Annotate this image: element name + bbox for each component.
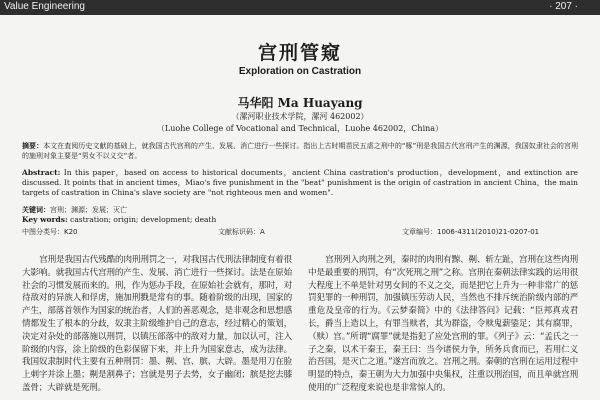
article-title-cn: 宫刑管窥 xyxy=(257,42,342,64)
body-column-right: 宫刑列入肉刑之列，秦时的肉刑有黥、劓、斩左趾，宫刑在这些肉刑中是最重要的刑罚，有“次死刑之刑”之称。宫刑在秦朝法律实践的运用很大程度上不单是针对男女间的不义之交，而是把它上升为一种非常广的惩罚犯罪的一种刑罚，加强镇压劳动人民，当然也不排斥统治阶级内部的严重危及皇帝的行为。《云梦秦简》中的《法律答问》记载：“臣邦真戎君长，爵当上造以上，有罪当赎者，其为群盗，令赎鬼薪鋈足；其有腐罪，（赎）宫。”所谓“腐罪”就是指犯了应处宫刑的罪。《列子》云：“孟氏之一子之秦，以术干秦王，秦王曰：当今诸侯力争，所务兵食而已，若用仁义治吾国，是灭亡之道。”遂宫而放之。宫刑之刑。秦朝的宫刑在运用过程中明显的特点，秦王朝为大力加强中央集权，注重以刑治国，而且单就宫刑使用的广泛程度来说也是非常惊人的。 xyxy=(308,255,578,393)
abstract-cn xyxy=(22,141,578,161)
abstract-en-label: Abstract: xyxy=(22,168,61,177)
journal-name: Value Engineering xyxy=(4,1,85,12)
article-meta xyxy=(22,227,578,238)
page-number: · 207 · xyxy=(549,1,578,12)
abstract-cn-label: 摘要： xyxy=(22,142,44,150)
abstract-cn-text: 本文在査阅历史文献的基础上，就我国古代宫刑的产生、发展、消亡进行一些探讨。指出上古时期苗民五虐之刑中的“椓”刑是我国古代宫刑产生的渊源，我国奴隶社会的宫刑的施刑对象主要是“男女不以义交”者。 xyxy=(22,142,578,160)
affiliation-en: （Luohe College of Vocational and Technical，Luohe 462002，China） xyxy=(156,124,444,133)
body-column-left: 宫刑是我国古代残酷的肉刑刑罚之一，对我国古代刑法律制度有着很大影响。就我国古代宫刑的产生、发展、消亡进行一些探讨。法是在原始社会的习惯发展而来的。刑，作为惩办手段，在原始社会就有，那时，对待敌对的异族人和俘虏，施加刑戮是常有的事。随着阶级的出现，国家的产生，部落首领作为国家的统治者，人们的善恶观念，是非观念和思想感情都发生了根本的分歧，奴隶主阶级维护自己的意志，经过精心的策划，决定对杂处的部落施以刑罚，以镇压部落中的敌对力量，加以认可，注入阶级的内容，涂上阶级的色彩保留下来，并上升为国家意志，成为法律。我国奴隶制时代主要有五种刑罚：墨、劓、宫、膑、大辟。墨是用刀在脸上刺字并涂上墨；劓是割鼻子；宫就是男子去势，女子幽闭；膑是挖去膝盖骨；大辟就是死刑。 xyxy=(22,255,292,393)
keywords-cn xyxy=(22,205,578,215)
article-title-en: Exploration on Castration xyxy=(238,66,362,77)
keywords-en-text: castration; origin; development; death xyxy=(67,215,217,224)
affiliation-cn: （漯河职业技术学院，漯河 462002） xyxy=(231,112,369,121)
abstract-en xyxy=(22,168,578,198)
keywords-en-label: Key words: xyxy=(22,215,68,224)
article-id: 文章编号：1006-4311(2010)21-0207-01 xyxy=(402,228,540,236)
keywords-cn-label: 关键词： xyxy=(22,206,50,214)
document-code: 文献标识码：A xyxy=(218,228,265,236)
keywords-en xyxy=(22,215,578,225)
abstract-en-text: In this paper，based on access to historical documents，ancient China castration's production，development，and extinction are discussed. It points that in ancient times，Miao's five punishment in the "beat" punishment is the origin of castration in ancient China，the main targets of castration in China's slave society are "not righteous men and women". xyxy=(22,168,578,197)
author-name: 马华阳 Ma Huayang xyxy=(237,96,363,110)
clc-number: 中图分类号：K20 xyxy=(22,228,78,236)
running-header xyxy=(0,0,600,15)
keywords-cn-text: 宫刑；渊源；发展；灭亡 xyxy=(50,206,127,214)
